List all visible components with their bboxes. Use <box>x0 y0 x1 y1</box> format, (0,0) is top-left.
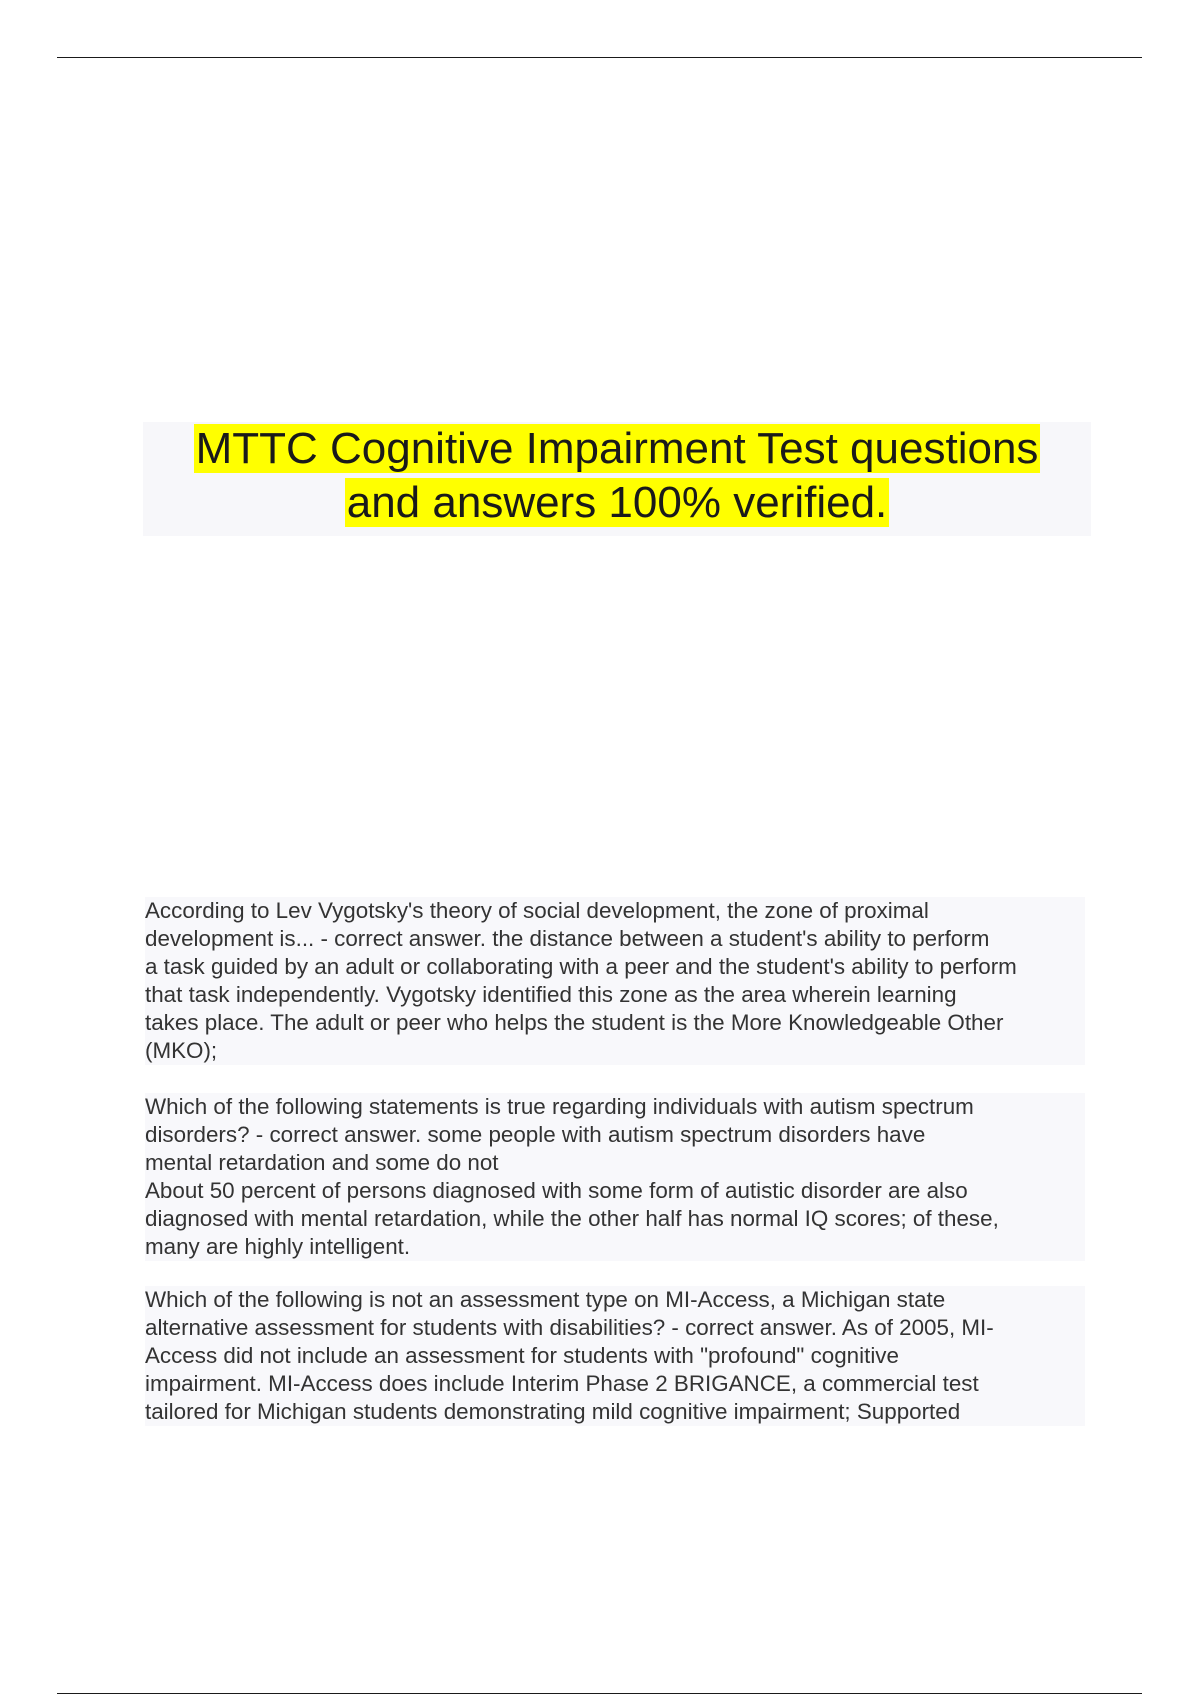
page-title <box>143 422 1091 530</box>
title-block <box>143 422 1091 536</box>
title-line-2: and answers 100% verified. <box>346 478 888 527</box>
header-rule <box>57 57 1142 58</box>
qa-entry-3: Which of the following is not an assessment type on MI-Access, a Michigan state alternative assessment for students with disabilities? - correct answer. As of 2005, MI- Access did not include an assessment for students with "profound" cognitive impairment. MI-Access does include Interim Phase 2 BRIGANCE, a commercial test tailored for Michigan students demonstrating mild cognitive impairment; Supported <box>145 1286 1085 1426</box>
qa-entry-2: Which of the following statements is true regarding individuals with autism spectrum disorders? - correct answer. some people with autism spectrum disorders have mental retardation and some do not About 50 percent of persons diagnosed with some form of autistic disorder are also diagnosed with mental retardation, while the other half has normal IQ scores; of these, many are highly intelligent. <box>145 1093 1085 1261</box>
qa-entry-1: According to Lev Vygotsky's theory of social development, the zone of proximal development is... - correct answer. the distance between a student's ability to perform a task guided by an adult or collaborating with a peer and the student's ability to perform that task independently. Vygotsky identified this zone as the area wherein learning takes place. The adult or peer who helps the student is the More Knowledgeable Other (MKO); <box>145 897 1085 1065</box>
title-line-1: MTTC Cognitive Impairment Test questions <box>195 424 1039 473</box>
footer-rule <box>57 1693 1142 1694</box>
